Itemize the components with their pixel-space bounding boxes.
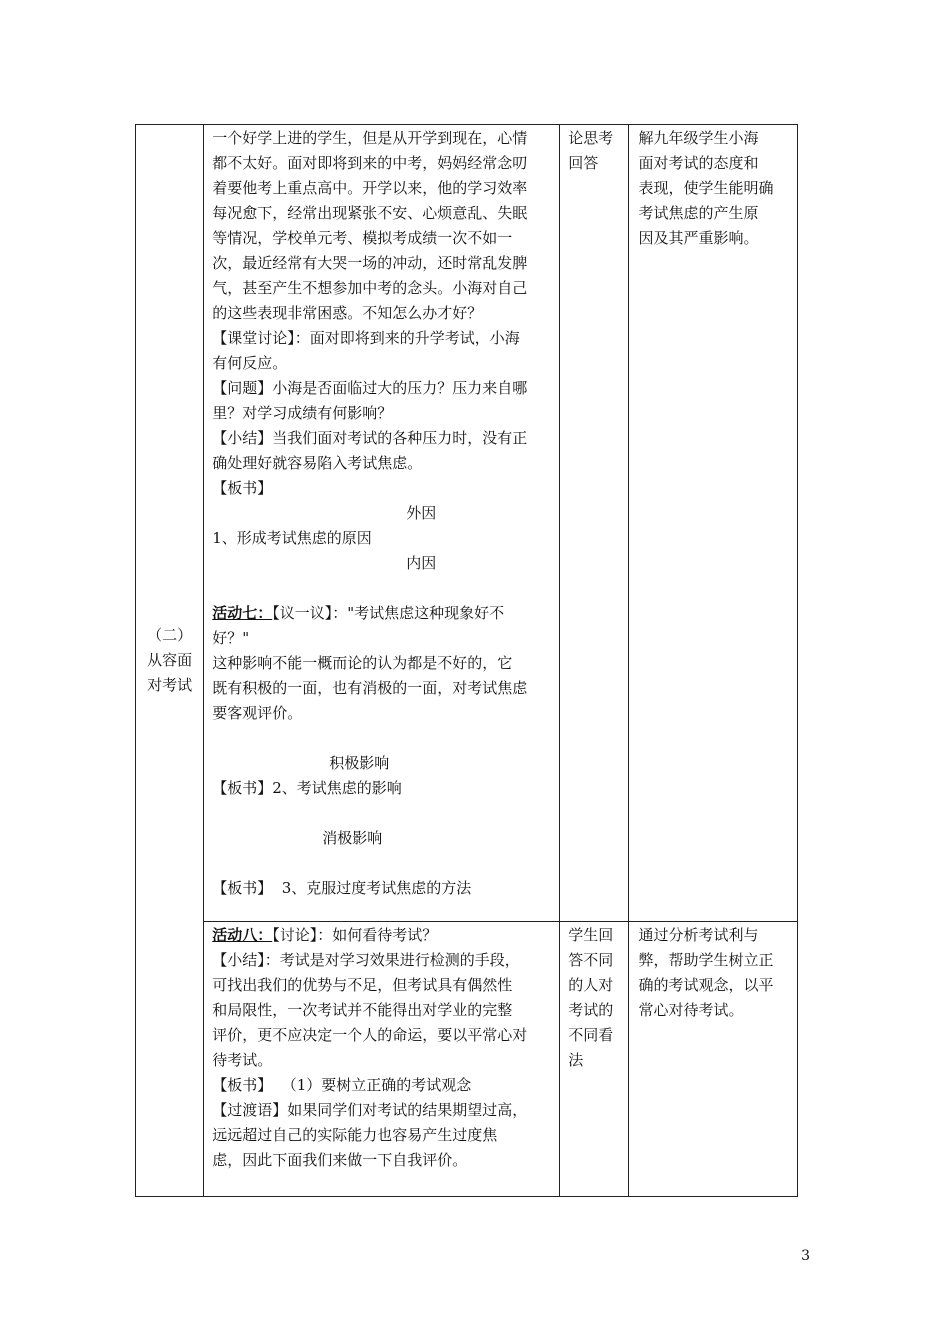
method-line: 学生回 (568, 926, 614, 944)
board-label: 【板书】 (212, 479, 273, 497)
case-line: 等情况，学校单元考、模拟考成绩一次不如一 (212, 229, 513, 247)
content-cell (204, 922, 560, 1197)
case-line: 次，最近经常有大哭一场的冲动，还时常乱发脾 (212, 254, 528, 272)
intent-cell (629, 125, 798, 922)
case-line: 气，甚至产生不想参加中考的念头。小海对自己 (212, 279, 528, 297)
case-line: 每况愈下，经常出现紧张不安、心烦意乱、失眠 (212, 204, 528, 222)
stage-line: 对考试 (147, 676, 193, 694)
intent-line: 面对考试的态度和 (638, 154, 759, 172)
intent-line: 考试焦虑的产生原 (638, 204, 759, 222)
intent-line: 常心对待考试。 (638, 1001, 744, 1019)
effect-line: 既有积极的一面，也有消极的一面，对考试焦虑 (212, 679, 528, 697)
intent-line: 弊，帮助学生树立正 (638, 951, 774, 969)
discussion-line: 【课堂讨论】：面对即将到来的升学考试，小海 (212, 329, 520, 347)
table-row (136, 922, 798, 1197)
activity8-label: 活动八： (212, 926, 273, 944)
stage-cell (136, 125, 204, 1197)
blank-line (212, 851, 553, 876)
activity7-line: 好？" (212, 629, 250, 647)
intent-line: 表现，使学生能明确 (638, 179, 774, 197)
page-number: 3 (801, 1248, 810, 1264)
negative-effect: 消极影响 (322, 829, 383, 847)
activity7-text: 【议一议】："考试焦虑这种现象好不 (272, 604, 505, 622)
table-row (136, 125, 798, 922)
summary-line: 可找出我们的优势与不足，但考试具有偶然性 (212, 976, 513, 994)
board-methods: 【板书】 3、克服过度考试焦虑的方法 (212, 879, 472, 897)
lesson-plan-table (135, 124, 798, 1197)
transition-line: 远远超过自己的实际能力也容易产生过度焦 (212, 1126, 498, 1144)
activity8-text: 【讨论】：如何看待考试？ (272, 926, 438, 944)
summary-line: 确处理好就容易陷入考试焦虑。 (212, 454, 423, 472)
summary-line: 评价，更不应决定一个人的命运，要以平常心对 (212, 1026, 528, 1044)
activity7-label: 活动七： (212, 604, 273, 622)
blank-line (212, 576, 553, 601)
stage-line: （二） (147, 626, 193, 644)
transition-line: 【过渡语】如果同学们对考试的结果期望过高， (212, 1101, 528, 1119)
intent-line: 通过分析考试利与 (638, 926, 759, 944)
case-line: 着要他考上重点高中。开学以来，他的学习效率 (212, 179, 528, 197)
summary-line: 待考试。 (212, 1051, 273, 1069)
case-line: 的这些表现非常困惑。不知怎么办才好？ (212, 304, 483, 322)
method-line: 论思考 (568, 129, 614, 147)
intent-line: 确的考试观念，以平 (638, 976, 774, 994)
blank-line (212, 726, 553, 751)
outer-cause: 外因 (406, 504, 437, 522)
summary-line: 和局限性，一次考试并不能得出对学业的完整 (212, 1001, 513, 1019)
inner-cause: 内因 (406, 554, 437, 572)
transition-line: 虑，因此下面我们来做一下自我评价。 (212, 1151, 468, 1169)
cause-title: 1、形成考试焦虑的原因 (212, 529, 372, 547)
method-cell (560, 125, 629, 922)
content-cell (204, 125, 560, 922)
method-line: 不同看 (568, 1026, 614, 1044)
case-line: 一个好学上进的学生，但是从开学到现在，心情 (212, 129, 528, 147)
intent-cell (629, 922, 798, 1197)
summary-line: 【小结】当我们面对考试的各种压力时，没有正 (212, 429, 528, 447)
discussion-line: 有何反应。 (212, 354, 288, 372)
positive-effect: 积极影响 (329, 754, 390, 772)
question-line: 【问题】小海是否面临过大的压力？压力来自哪 (212, 379, 528, 397)
method-cell (560, 922, 629, 1197)
method-line: 法 (568, 1051, 584, 1069)
stage-line: 从容面 (147, 651, 193, 669)
intent-line: 解九年级学生小海 (638, 129, 759, 147)
intent-line: 因及其严重影响。 (638, 229, 759, 247)
effect-line: 这种影响不能一概而论的认为都是不好的，它 (212, 654, 513, 672)
activity7-line (212, 601, 553, 626)
activity8-line (212, 923, 553, 948)
question-line: 里？对学习成绩有何影响？ (212, 404, 393, 422)
summary-line: 【小结】：考试是对学习效果进行检测的手段， (212, 951, 520, 969)
method-line: 考试的 (568, 1001, 614, 1019)
board-effects: 【板书】2、考试焦虑的影响 (212, 779, 402, 797)
board-concept: 【板书】 （1）要树立正确的考试观念 (212, 1076, 472, 1094)
effect-line: 要客观评价。 (212, 704, 303, 722)
case-line: 都不太好。面对即将到来的中考，妈妈经常念叨 (212, 154, 528, 172)
blank-line (212, 801, 553, 826)
method-line: 回答 (568, 154, 599, 172)
method-line: 答不同 (568, 951, 614, 969)
method-line: 的人对 (568, 976, 614, 994)
